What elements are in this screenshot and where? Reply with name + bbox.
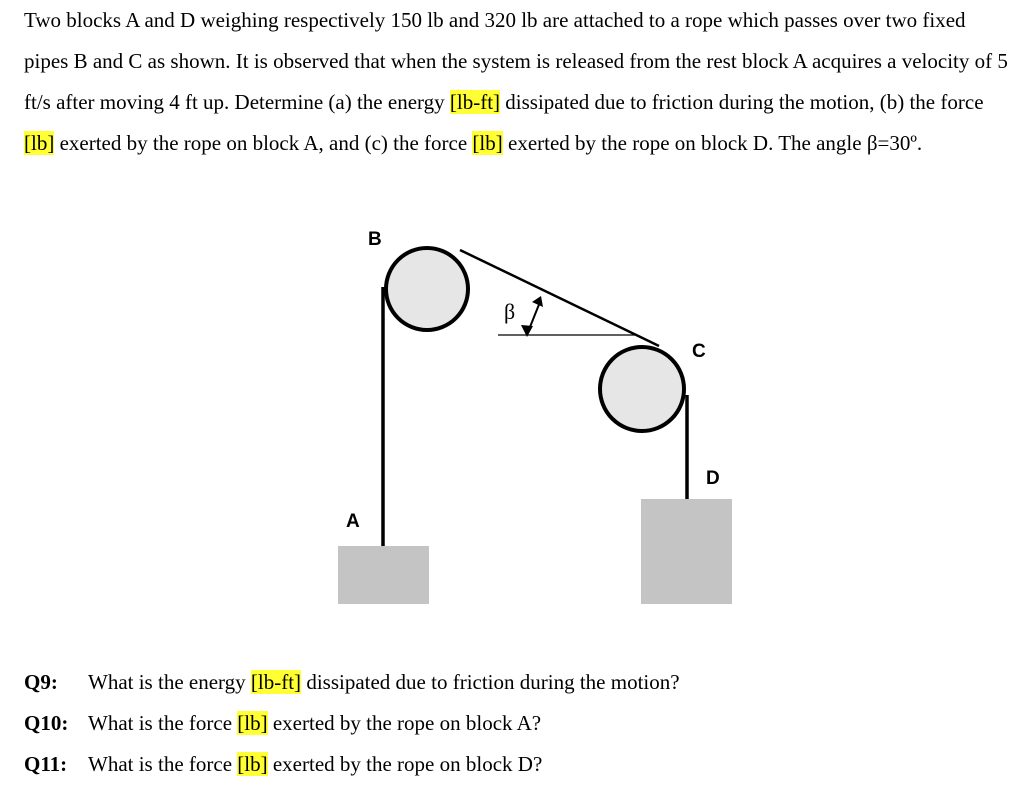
label-beta: β: [504, 299, 516, 324]
label-a: A: [346, 511, 360, 532]
pipe-c: [600, 347, 684, 431]
question-number: Q11:: [24, 752, 68, 776]
question-q9: [24, 662, 680, 703]
unit-highlight: [lb]: [237, 711, 268, 735]
question-q11: [24, 744, 680, 785]
problem-text-3: exerted by the rope on block A, and (c) the force: [54, 131, 473, 155]
unit-highlight: [lb]: [237, 752, 268, 776]
label-d: D: [706, 468, 720, 489]
problem-text-4: exerted by the rope on block D. The angle β=30º.: [502, 131, 923, 155]
problem-text-2: dissipated due to friction during the motion, (b) the force: [500, 90, 984, 114]
question-list: [24, 662, 680, 785]
question-text: What is the energy: [88, 670, 251, 694]
block-d: [641, 499, 732, 604]
question-text: exerted by the rope on block D?: [267, 752, 543, 776]
label-c: C: [692, 341, 706, 362]
unit-highlight-energy: [lb-ft]: [449, 90, 501, 114]
unit-highlight: [lb-ft]: [250, 670, 302, 694]
question-number: Q9:: [24, 670, 58, 694]
question-number: Q10:: [24, 711, 69, 735]
block-a: [338, 546, 429, 604]
question-text: exerted by the rope on block A?: [267, 711, 542, 735]
rope-bc-segment: [460, 250, 659, 346]
problem-text-1: Two blocks A and D weighing respectively 150 lb and 320 lb are attached to a rope which passes over two fixed pipes B and C as shown. It is observed that when the system is released from the rest block A acquires a velocity of 5 ft/s after moving 4 ft up. Determine (a) the energy: [24, 8, 1008, 114]
question-q10: [24, 703, 680, 744]
angle-arrowhead-top: [532, 296, 543, 307]
question-text: dissipated due to friction during the motion?: [301, 670, 680, 694]
label-b: B: [368, 229, 382, 250]
unit-highlight-force-a: [lb]: [24, 131, 55, 155]
question-text: What is the force: [88, 711, 238, 735]
pipe-b: [386, 248, 468, 330]
unit-highlight-force-d: [lb]: [472, 131, 503, 155]
question-text: What is the force: [88, 752, 238, 776]
